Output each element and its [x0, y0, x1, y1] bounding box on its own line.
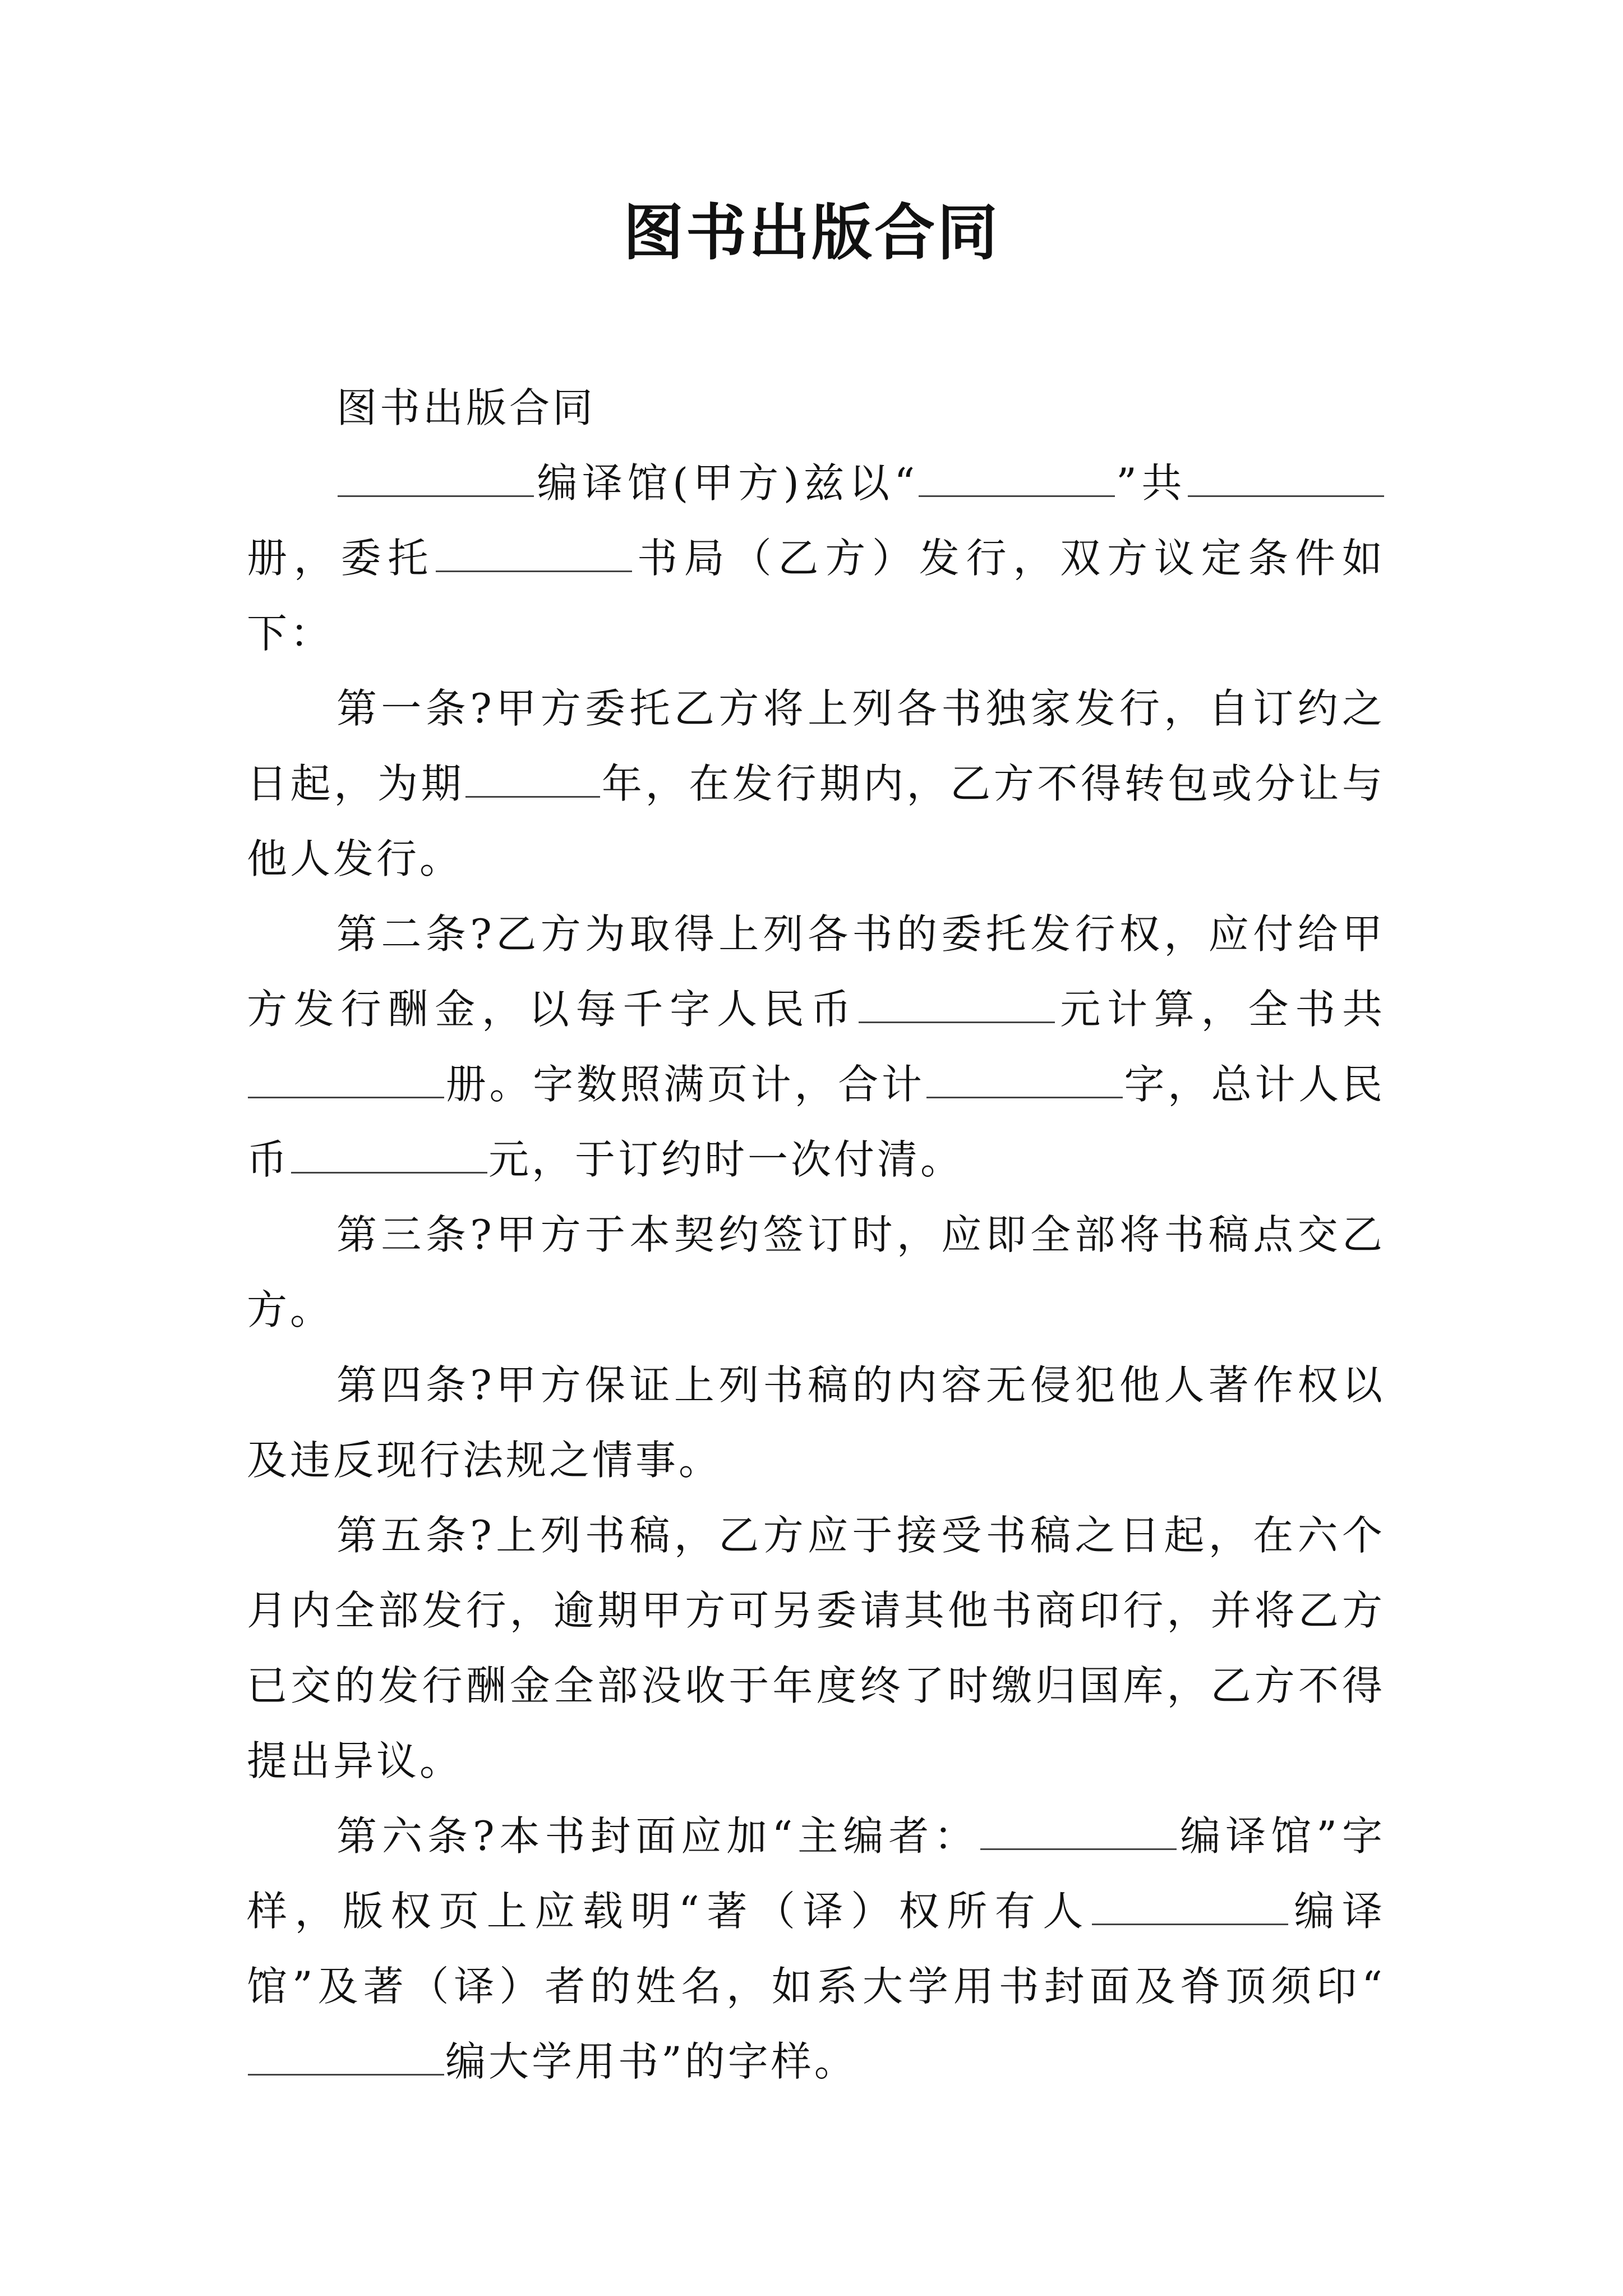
- article-3-paragraph: [247, 1197, 1385, 1347]
- article-1-text-2: 年，在发行期内，乙方不得转包或分让与他人发行。: [247, 760, 1385, 882]
- article-2-text-2: 元计算，全书共: [1056, 986, 1385, 1033]
- fill-blank[interactable]: [291, 1134, 487, 1174]
- fill-blank[interactable]: [1188, 457, 1384, 497]
- fill-blank[interactable]: [980, 1810, 1177, 1850]
- article-2-text-3: 册。字数照满页计，合计: [445, 1061, 925, 1108]
- fill-blank[interactable]: [338, 457, 534, 497]
- intro-text-2: ”共: [1116, 459, 1187, 507]
- article-5-paragraph: [247, 1498, 1385, 1798]
- article-5-text: 第五条?上列书稿，乙方应于接受书稿之日起，在六个月内全部发行，逾期甲方可另委请其他书商印行，并将乙方已交的发行酬金全部没收于年度终了时缴归国库，乙方不得提出异议。: [247, 1512, 1385, 1784]
- article-2-paragraph: [247, 896, 1385, 1197]
- article-6-text-1: 第六条?本书封面应加“主编者：: [336, 1812, 980, 1860]
- article-6-paragraph: [247, 1798, 1385, 2099]
- document-title: 图书出版合同: [623, 197, 1000, 268]
- intro-text-3: 册，委托: [247, 535, 435, 582]
- fill-blank[interactable]: [1092, 1885, 1288, 1925]
- fill-blank[interactable]: [248, 1059, 444, 1098]
- intro-paragraph: [247, 445, 1385, 671]
- fill-blank[interactable]: [919, 457, 1115, 497]
- article-2-text-4: 字，总计人民币: [247, 1061, 1385, 1183]
- article-6-text-4: 编大学用书”的字样。: [445, 2038, 857, 2085]
- article-3-text: 第三条?甲方于本契约签订时，应即全部将书稿点交乙方。: [247, 1211, 1385, 1333]
- fill-blank[interactable]: [926, 1059, 1123, 1098]
- fill-blank[interactable]: [859, 983, 1055, 1023]
- article-4-text: 第四条?甲方保证上列书稿的内容无侵犯他人著作权以及违反现行法规之情事。: [247, 1361, 1385, 1484]
- article-6-text-3: 编译馆”及著（译）者的姓名，如系大学用书封面及脊顶须印“: [247, 1888, 1385, 2010]
- subtitle-text: 图书出版合同: [336, 384, 596, 431]
- article-2-text-1: 第二条?乙方为取得上列各书的委托发行权，应付给甲方发行酬金，以每千字人民币: [247, 910, 1385, 1033]
- fill-blank[interactable]: [436, 532, 632, 572]
- fill-blank[interactable]: [465, 758, 600, 798]
- subtitle-paragraph: [247, 370, 1385, 445]
- article-1-paragraph: [247, 671, 1385, 896]
- intro-text-4: 书局（乙方）发行，双方议定条件如下：: [247, 535, 1385, 657]
- intro-text-1: 编译馆(甲方)兹以“: [535, 459, 918, 507]
- article-2-text-5: 元，于订约时一次付清。: [488, 1136, 964, 1183]
- article-1-text-1: 第一条?甲方委托乙方将上列各书独家发行，自订约之日起，为期: [247, 685, 1385, 807]
- fill-blank[interactable]: [248, 2036, 444, 2076]
- document-body: [247, 370, 1385, 2099]
- article-6-text-2: 编译馆”字样，版权页上应载明“著（译）权所有人: [247, 1812, 1386, 1935]
- article-4-paragraph: [247, 1347, 1385, 1498]
